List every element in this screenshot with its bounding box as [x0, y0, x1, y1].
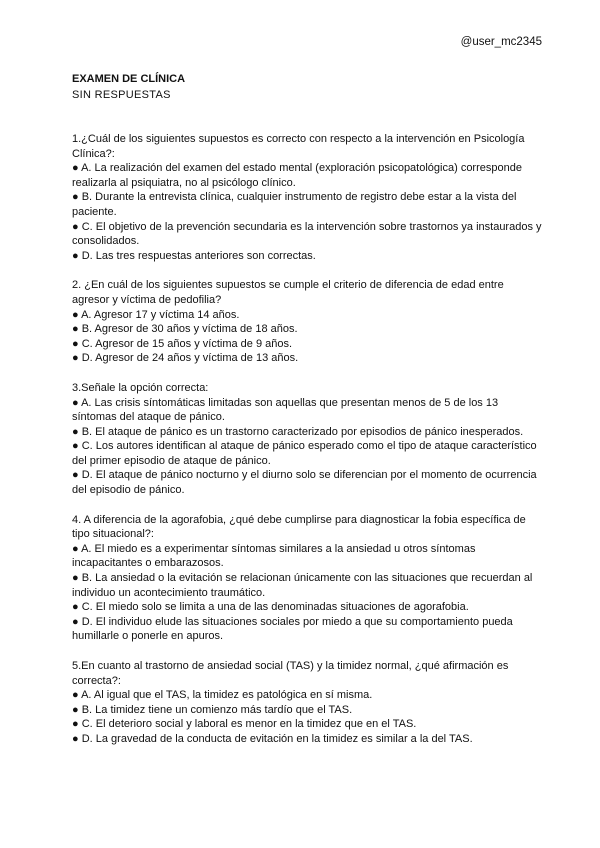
question-text: 2. ¿En cuál de los siguientes supuestos se cumple el criterio de diferencia de edad entre agresor y víctima de pedofilia?: [72, 279, 504, 306]
option-c: ● C. Los autores identifican al ataque de pánico esperado como el tipo de ataque característico del primer episodio de ataque de pánico.: [72, 440, 537, 467]
option-b: ● B. Agresor de 30 años y víctima de 18 años.: [72, 323, 298, 336]
document-subtitle: SIN RESPUESTAS: [72, 89, 171, 101]
question-list: [72, 132, 542, 747]
option-c: ● C. Agresor de 15 años y víctima de 9 años.: [72, 337, 293, 350]
option-d: ● D. Las tres respuestas anteriores son correctas.: [72, 249, 316, 262]
option-d: ● D. La gravedad de la conducta de evitación en la timidez es similar a la del TAS.: [72, 732, 473, 745]
document-body: [72, 71, 542, 762]
option-b: ● B. La timidez tiene un comienzo más tardío que el TAS.: [72, 703, 353, 716]
question-text: 5.En cuanto al trastorno de ansiedad social (TAS) y la timidez normal, ¿qué afirmación es correcta?:: [72, 660, 509, 687]
question-3: [72, 381, 542, 498]
option-a: ● A. Agresor 17 y víctima 14 años.: [72, 308, 240, 321]
option-b: ● B. La ansiedad o la evitación se relacionan únicamente con las situaciones que recuerdan al individuo un acontecimiento traumático.: [72, 572, 533, 599]
option-c: ● C. El deterioro social y laboral es menor en la timidez que en el TAS.: [72, 718, 417, 731]
question-text: 4. A diferencia de la agorafobia, ¿qué debe cumplirse para diagnosticar la fobia específica de tipo situacional?:: [72, 513, 526, 541]
question-5: [72, 659, 542, 747]
option-a: ● A. La realización del examen del estado mental (exploración psicopatológica) corresponde realizarla al psiquiatra, no al psicólogo clínico.: [72, 162, 522, 189]
question-4: [72, 513, 542, 644]
question-text: 1.¿Cuál de los siguientes supuestos es correcto con respecto a la intervención en Psicología Clínica?:: [72, 133, 525, 160]
option-c: ● C. El miedo solo se limita a una de las denominadas situaciones de agorafobia.: [72, 601, 469, 614]
question-2: [72, 278, 542, 366]
option-a: ● A. Al igual que el TAS, la timidez es patológica en sí misma.: [72, 689, 373, 702]
document-title: EXAMEN DE CLÍNICA: [72, 73, 186, 85]
user-handle: @user_mc2345: [460, 36, 542, 48]
option-c: ● C. El objetivo de la prevención secundaria es la intervención sobre trastornos ya instaurados y consolidados.: [72, 220, 542, 248]
option-d: ● D. Agresor de 24 años y víctima de 13 años.: [72, 352, 299, 365]
question-text: 3.Señale la opción correcta:: [72, 381, 209, 394]
option-a: ● A. Las crisis síntomáticas limitadas son aquellas que presentan menos de 5 de los 13 síntomas del ataque de pánico.: [72, 396, 499, 424]
question-1: [72, 132, 542, 263]
option-a: ● A. El miedo es a experimentar síntomas similares a la ansiedad u otros síntomas incapacitantes o embarazosos.: [72, 542, 476, 570]
option-b: ● B. El ataque de pánico es un trastorno caracterizado por episodios de pánico inesperados.: [72, 425, 524, 438]
option-d: ● D. El individuo elude las situaciones sociales por miedo a que su comportamiento pueda humillarle o ponerle en apuros.: [72, 615, 513, 643]
option-b: ● B. Durante la entrevista clínica, cualquier instrumento de registro debe estar a la vista del paciente.: [72, 191, 517, 218]
option-d: ● D. El ataque de pánico nocturno y el diurno solo se diferencian por el momento de ocurrencia del episodio de pánico.: [72, 469, 537, 497]
